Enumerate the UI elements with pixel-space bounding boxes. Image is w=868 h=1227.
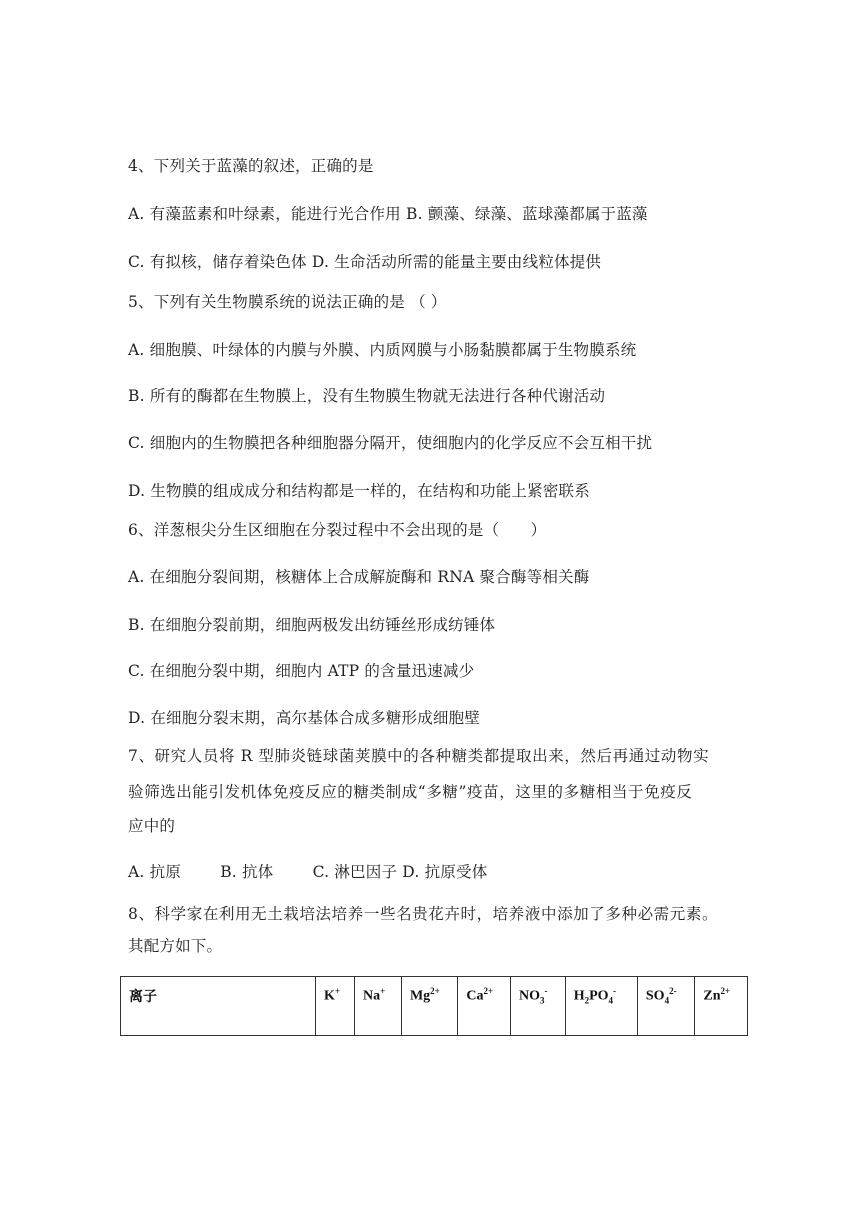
ion-table-header: 离子	[121, 977, 316, 1036]
q6-option-c: C. 在细胞分裂中期，细胞内 ATP 的含量迅速减少	[128, 662, 475, 680]
q8-stem-line2: 其配方如下。	[128, 937, 223, 955]
q7-option-c: C. 淋巴因子	[312, 863, 398, 881]
q7-option-d: D. 抗原受体	[402, 863, 488, 881]
ion-table-row	[121, 977, 748, 1036]
q7-stem-line1: 7、研究人员将 R 型肺炎链球菌荚膜中的各种糖类都提取出来，然后再通过动物实	[128, 747, 710, 765]
ion-cell-zn: $Zn^{2+}$	[695, 977, 748, 1036]
q6-option-a: A. 在细胞分裂间期，核糖体上合成解旋酶和 RNA 聚合酶等相关酶	[128, 568, 590, 586]
q5-option-d: D. 生物膜的组成成分和结构都是一样的，在结构和功能上紧密联系	[128, 482, 590, 500]
ion-cell-k: K+	[316, 977, 355, 1036]
q5-stem: 5、下列有关生物膜系统的说法正确的是 （ ）	[128, 293, 447, 311]
q7-stem-line3: 应中的	[128, 817, 176, 835]
q6-option-b: B. 在细胞分裂前期，细胞两极发出纺锤丝形成纺锤体	[128, 616, 496, 634]
ion-cell-so4: $SO_4^{2-}$	[637, 977, 695, 1036]
ion-cell-no3: $NO_3^-$	[510, 977, 565, 1036]
q5-option-b: B. 所有的酶都在生物膜上，没有生物膜生物就无法进行各种代谢活动	[128, 387, 606, 405]
q7-option-a: A. 抗原	[128, 863, 182, 881]
q8-stem-line1: 8、科学家在利用无土栽培法培养一些名贵花卉时，培养液中添加了多种必需元素。	[128, 905, 719, 923]
q5-option-a: A. 细胞膜、叶绿体的内膜与外膜、内质网膜与小肠黏膜都属于生物膜系统	[128, 341, 637, 359]
q5-option-c: C. 细胞内的生物膜把各种细胞器分隔开，使细胞内的化学反应不会互相干扰	[128, 434, 653, 452]
q6-stem: 6、洋葱根尖分生区细胞在分裂过程中不会出现的是（ ）	[128, 521, 547, 539]
ion-table	[120, 976, 748, 1036]
ion-cell-na: Na+	[355, 977, 402, 1036]
q4-stem: 4、下列关于蓝藻的叙述，正确的是	[128, 157, 374, 175]
ion-cell-ca: $Ca^{2+}$	[458, 977, 511, 1036]
q4-options-line1: A. 有藻蓝素和叶绿素，能进行光合作用 B. 颤藻、绿藻、蓝球藻都属于蓝藻	[128, 205, 648, 223]
q7-options	[128, 862, 487, 882]
q6-option-d: D. 在细胞分裂末期，高尔基体合成多糖形成细胞壁	[128, 709, 481, 727]
ion-cell-h2po4: $H_2PO_4^-$	[565, 977, 637, 1036]
q4-options-line2: C. 有拟核，储存着染色体 D. 生命活动所需的能量主要由线粒体提供	[128, 253, 602, 271]
q7-option-b: B. 抗体	[220, 863, 274, 881]
ion-cell-mg: $Mg^{2+}$	[401, 977, 457, 1036]
q7-stem-line2: 验筛选出能引发机体免疫反应的糖类制成“多糖”疫苗，这里的多糖相当于免疫反	[128, 783, 693, 801]
